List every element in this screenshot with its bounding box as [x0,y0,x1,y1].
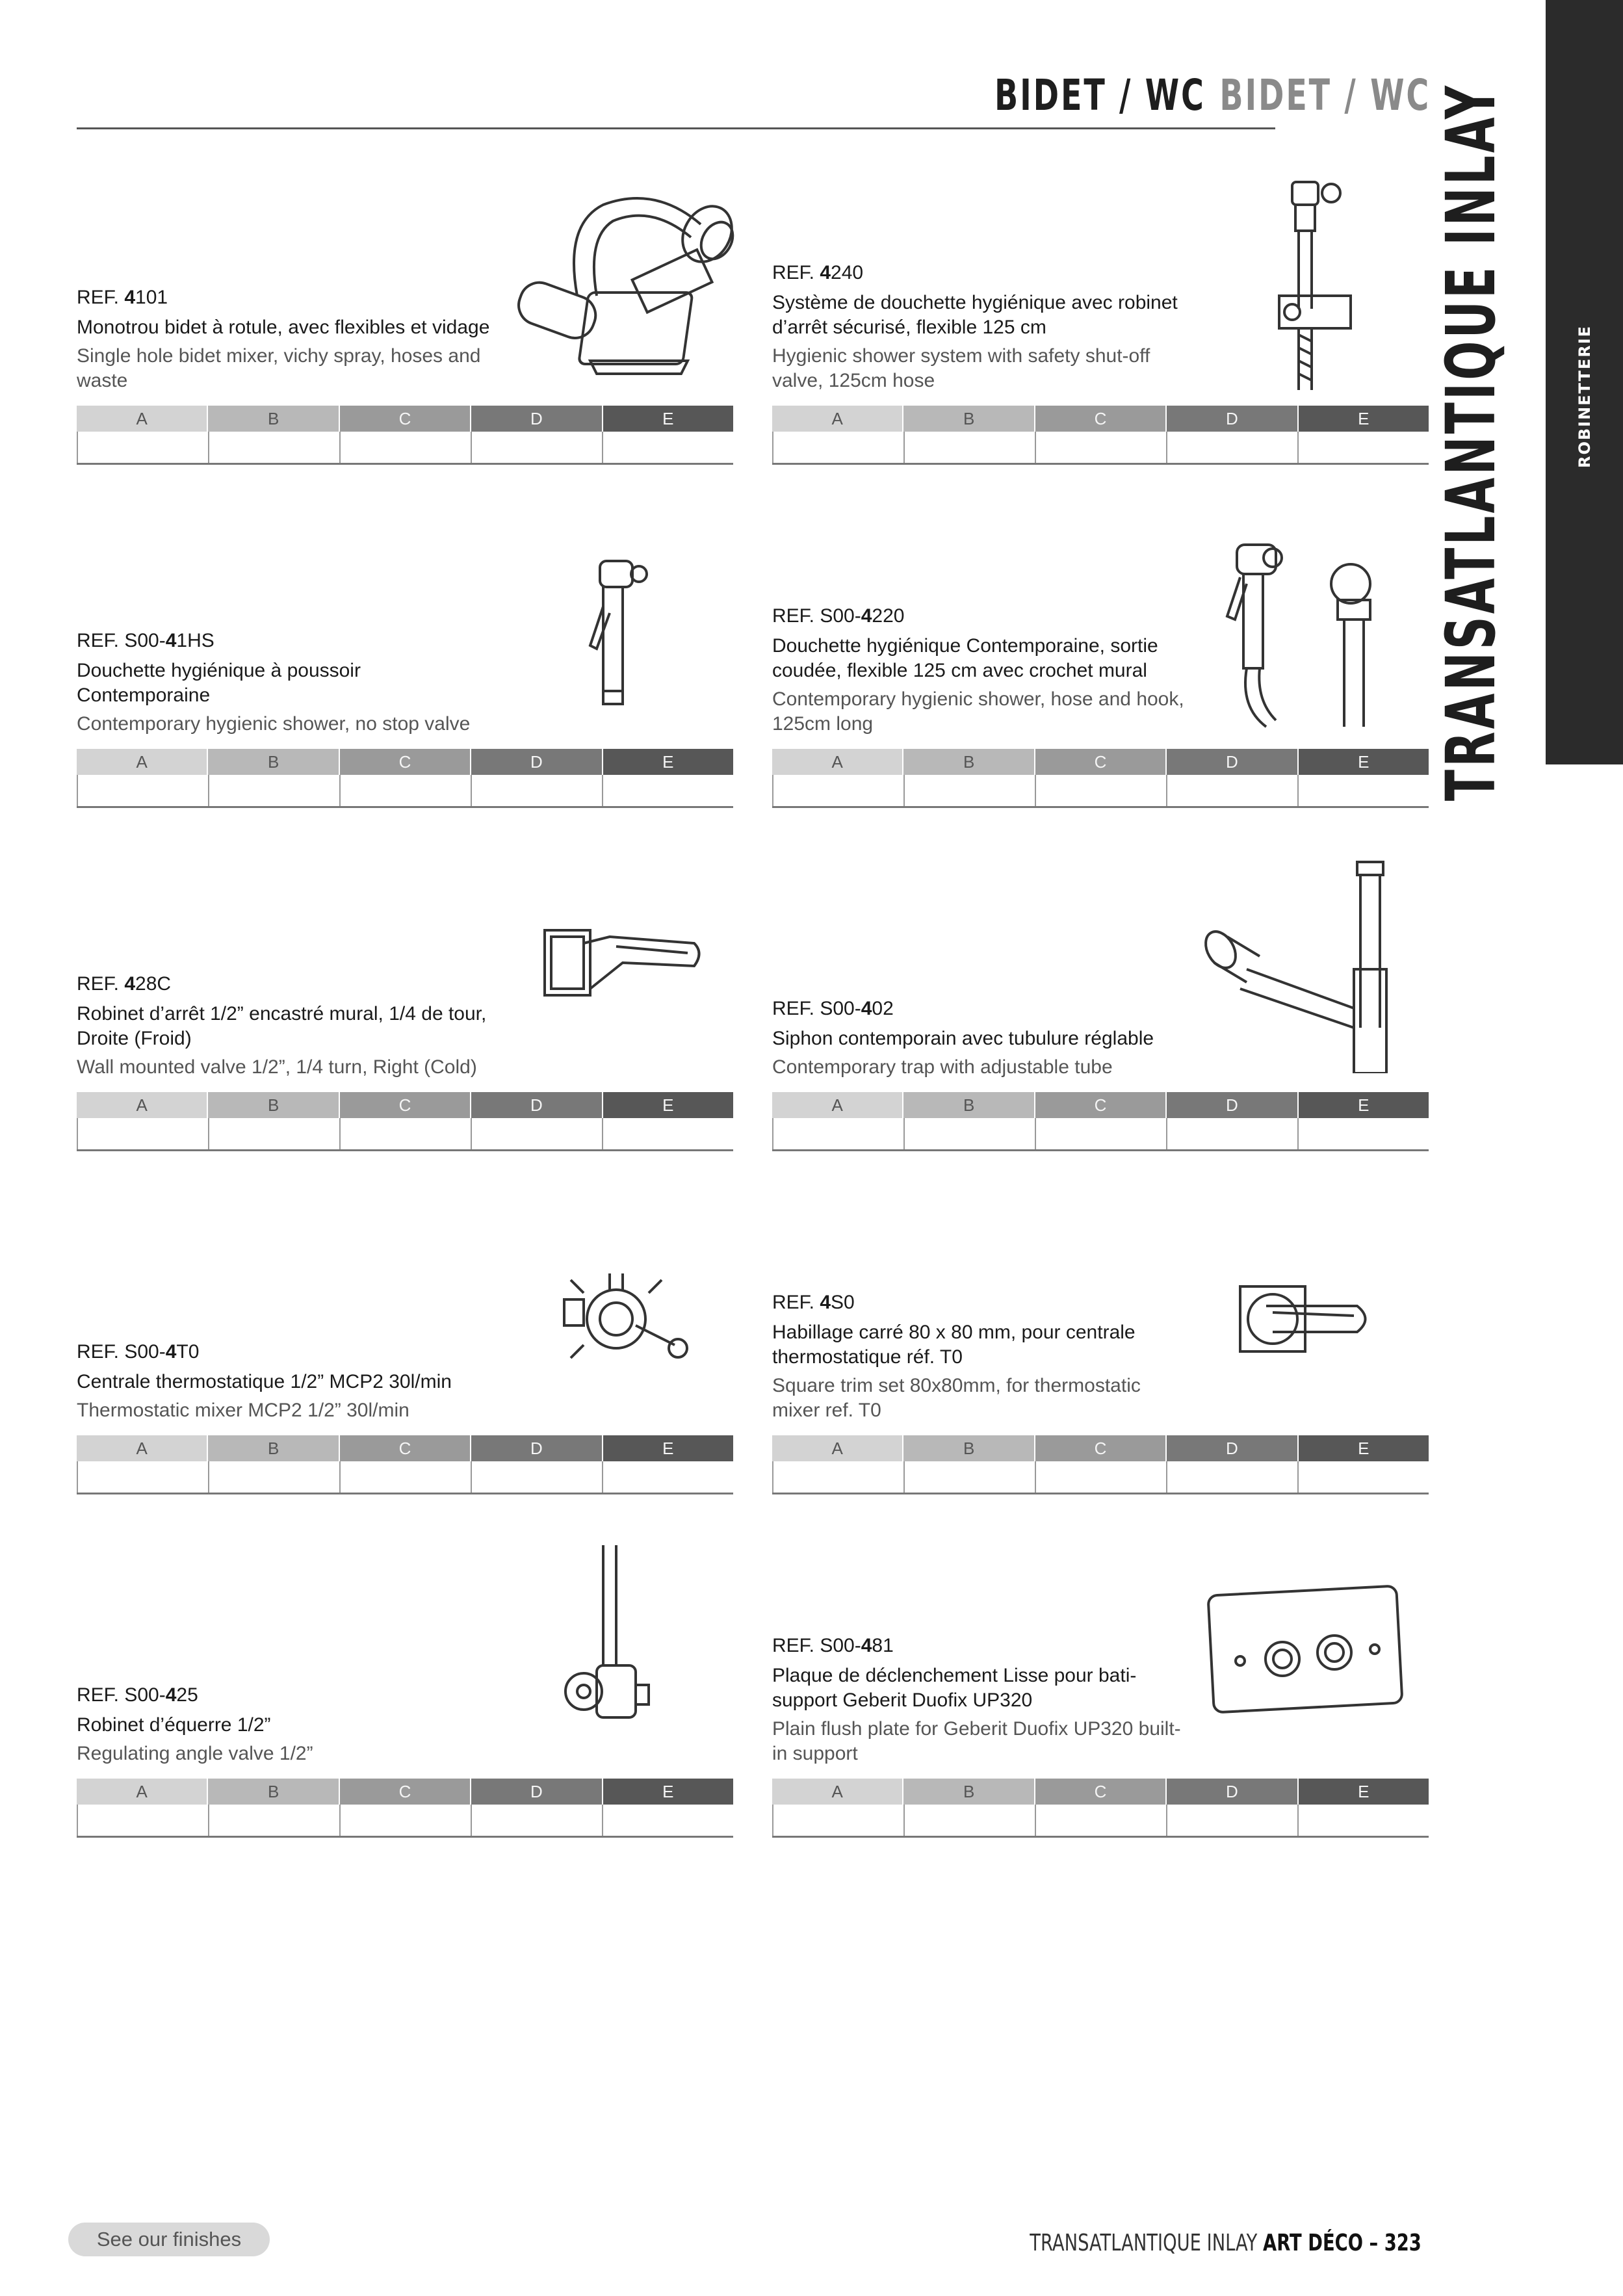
finish-cell[interactable] [472,1118,603,1149]
section-tab-label: ROBINETTERIE [1576,324,1594,469]
finish-cell[interactable] [472,775,603,806]
finish-table [772,1092,1429,1151]
finish-col-b[interactable]: B [903,1092,1035,1118]
finish-col-b[interactable]: B [208,749,339,775]
finish-cell[interactable] [1299,1118,1429,1149]
product-description-en: Single hole bidet mixer, vichy spray, hoses and waste [77,345,481,391]
product-ref: REF. S00-425 [77,1684,198,1706]
finish-table [772,749,1429,808]
product-description-fr: Robinet d’arrêt 1/2” encastré mural, 1/4 de tour, Droite (Froid) [77,1003,487,1049]
finish-cell[interactable] [603,432,733,463]
finish-table [77,749,733,808]
finish-col-e[interactable]: E [1299,749,1429,775]
finish-cell[interactable] [209,775,341,806]
finish-cell[interactable] [603,1461,733,1493]
square-trim-set-icon [1234,1280,1377,1364]
product-card [772,826,1429,1151]
finish-cell[interactable] [209,1118,341,1149]
finish-cell[interactable] [1299,1805,1429,1836]
finish-table [77,1779,733,1838]
finish-cell[interactable] [1036,775,1167,806]
finish-cell[interactable] [1299,1461,1429,1493]
finish-cell[interactable] [209,432,341,463]
finish-table [772,406,1429,465]
product-ref: REF. S00-4T0 [77,1341,200,1363]
finish-table [77,1092,733,1151]
finish-cell[interactable] [1167,1118,1299,1149]
finish-cell[interactable] [77,1805,209,1836]
product-description-en: Contemporary hygienic shower, hose and hook, 125cm long [772,688,1184,735]
collection-vertical-title: TRANSATLANTIQUE INLAY [1431,83,1511,802]
finish-cell[interactable] [1036,1805,1167,1836]
finish-col-c[interactable]: C [1035,1779,1167,1805]
wall-valve-icon [538,917,707,1008]
finish-col-c[interactable]: C [1035,1435,1167,1461]
finish-col-d[interactable]: D [1167,1435,1298,1461]
finish-col-e[interactable]: E [603,1779,733,1805]
product-description-fr: Système de douchette hygiénique avec robinet d’arrêt sécurisé, flexible 125 cm [772,292,1178,338]
finish-cell[interactable] [1036,1461,1167,1493]
finish-col-d[interactable]: D [471,1435,603,1461]
see-finishes-button[interactable]: See our finishes [68,2223,270,2256]
finish-cell[interactable] [772,1805,905,1836]
product-card [77,140,733,465]
finish-cell[interactable] [341,1118,472,1149]
finish-col-d[interactable]: D [471,749,603,775]
finish-table [772,1779,1429,1838]
product-ref: REF. 428C [77,973,172,995]
finish-col-b[interactable]: B [208,1779,339,1805]
finish-col-e[interactable]: E [1299,1435,1429,1461]
finish-cell[interactable] [209,1805,341,1836]
product-ref: REF. S00-402 [772,998,894,1019]
product-description-en: Contemporary trap with adjustable tube [772,1056,1113,1078]
finish-cell[interactable] [1167,1461,1299,1493]
finish-table [77,1435,733,1494]
finish-col-a[interactable]: A [77,1435,208,1461]
finish-col-b[interactable]: B [903,1779,1035,1805]
finish-col-c[interactable]: C [340,1435,471,1461]
finish-cell[interactable] [341,1805,472,1836]
product-description-en: Square trim set 80x80mm, for thermostatic mixer ref. T0 [772,1375,1141,1421]
finish-cell[interactable] [1167,432,1299,463]
finish-cell[interactable] [1036,1118,1167,1149]
finish-col-a[interactable]: A [772,1092,903,1118]
finish-col-a[interactable]: A [77,749,208,775]
finish-cell[interactable] [905,432,1036,463]
finish-col-b[interactable]: B [903,1435,1035,1461]
finish-col-d[interactable]: D [471,1779,603,1805]
product-description-fr: Monotrou bidet à rotule, avec flexibles et vidage [77,317,490,338]
finish-col-d[interactable]: D [1167,1092,1298,1118]
product-description-en: Wall mounted valve 1/2”, 1/4 turn, Right (Cold) [77,1056,477,1078]
product-description-en: Regulating angle valve 1/2” [77,1743,313,1764]
page-footer [1030,2230,1422,2256]
finish-col-a[interactable]: A [772,749,903,775]
finish-col-a[interactable]: A [772,406,903,432]
finish-col-e[interactable]: E [1299,1092,1429,1118]
finish-col-e[interactable]: E [603,749,733,775]
header-title: BIDET / WC [994,70,1206,120]
hygienic-shower-system-icon [1253,179,1383,393]
finish-cell[interactable] [77,775,209,806]
finish-cell[interactable] [905,1118,1036,1149]
finish-cell[interactable] [341,775,472,806]
product-description-fr: Habillage carré 80 x 80 mm, pour centrale thermostatique réf. T0 [772,1322,1136,1368]
finish-col-b[interactable]: B [903,749,1035,775]
product-card [77,1169,733,1494]
finish-col-e[interactable]: E [603,406,733,432]
product-card [772,483,1429,808]
finish-col-b[interactable]: B [208,1092,339,1118]
finish-col-d[interactable]: D [471,1092,603,1118]
finish-col-a[interactable]: A [772,1435,903,1461]
finish-table [77,406,733,465]
finish-col-a[interactable]: A [77,1779,208,1805]
header-divider [77,127,1275,129]
finish-cell[interactable] [905,775,1036,806]
product-card [772,1169,1429,1494]
finish-cell[interactable] [905,1461,1036,1493]
footer-collection: TRANSATLANTIQUE INLAY [1030,2230,1264,2256]
product-description-en: Hygienic shower system with safety shut-off valve, 125cm hose [772,345,1150,391]
finish-cell[interactable] [603,1805,733,1836]
finish-col-a[interactable]: A [77,1092,208,1118]
finish-col-c[interactable]: C [340,1779,471,1805]
finish-col-e[interactable]: E [603,1092,733,1118]
finish-cell[interactable] [1299,432,1429,463]
finish-col-e[interactable]: E [1299,1779,1429,1805]
finish-cell[interactable] [472,1805,603,1836]
product-card [772,140,1429,465]
finish-table [772,1435,1429,1494]
product-description-fr: Centrale thermostatique 1/2” MCP2 30l/min [77,1371,452,1392]
finish-cell[interactable] [772,1118,905,1149]
finish-col-b[interactable]: B [208,406,339,432]
finish-cell[interactable] [772,1461,905,1493]
hygienic-shower-hook-icon [1208,538,1396,733]
product-description-en: Plain flush plate for Geberit Duofix UP320 built-in support [772,1718,1181,1764]
finish-cell[interactable] [341,432,472,463]
product-ref: REF. S00-4220 [772,605,905,627]
finish-col-c[interactable]: C [340,406,471,432]
finish-cell[interactable] [1167,775,1299,806]
product-description-fr: Robinet d’équerre 1/2” [77,1714,271,1736]
finish-col-d[interactable]: D [471,406,603,432]
finish-cell[interactable] [603,1118,733,1149]
angle-valve-icon [558,1542,662,1737]
product-ref: REF. 4101 [77,287,168,308]
finish-col-a[interactable]: A [77,406,208,432]
finish-col-c[interactable]: C [1035,1092,1167,1118]
finish-col-c[interactable]: C [1035,749,1167,775]
finish-col-b[interactable]: B [903,406,1035,432]
siphon-trap-icon [1195,859,1403,1073]
finish-cell[interactable] [472,432,603,463]
finish-cell[interactable] [77,432,209,463]
finish-col-d[interactable]: D [1167,1779,1298,1805]
finish-cell[interactable] [772,432,905,463]
finish-cell[interactable] [603,775,733,806]
product-description-fr: Siphon contemporain avec tubulure réglable [772,1028,1154,1049]
product-ref: REF. S00-41HS [77,630,214,651]
product-description-en: Contemporary hygienic shower, no stop valve [77,713,471,735]
finish-cell[interactable] [1167,1805,1299,1836]
product-card [772,1513,1429,1838]
product-ref: REF. 4240 [772,262,864,283]
finish-col-e[interactable]: E [603,1435,733,1461]
finish-col-e[interactable]: E [1299,406,1429,432]
finish-cell[interactable] [1299,775,1429,806]
product-card [77,826,733,1151]
thermostatic-mixer-icon [545,1267,701,1371]
product-ref: REF. S00-481 [772,1635,894,1656]
bidet-mixer-icon [506,166,811,380]
finish-cell[interactable] [341,1461,472,1493]
page-header [994,70,1431,120]
product-ref: REF. 4S0 [772,1292,855,1313]
product-description-fr: Douchette hygiénique à poussoir Contemporaine [77,660,361,706]
finish-col-a[interactable]: A [772,1779,903,1805]
finish-col-c[interactable]: C [340,1092,471,1118]
finish-cell[interactable] [772,775,905,806]
product-description-fr: Douchette hygiénique Contemporaine, sortie coudée, flexible 125 cm avec crochet mural [772,635,1158,681]
finish-cell[interactable] [472,1461,603,1493]
product-card [77,483,733,808]
hygienic-shower-head-icon [577,554,655,711]
product-card [77,1513,733,1838]
footer-page-label: ART DÉCO – 323 [1263,2230,1422,2256]
finish-col-d[interactable]: D [1167,749,1298,775]
flush-plate-icon [1204,1584,1406,1714]
product-description-fr: Plaque de déclenchement Lisse pour bati-support Geberit Duofix UP320 [772,1665,1137,1711]
header-title-translation: BIDET / WC [1219,70,1431,120]
finish-cell[interactable] [77,1118,209,1149]
finish-cell[interactable] [77,1461,209,1493]
finish-col-c[interactable]: C [340,749,471,775]
finish-col-c[interactable]: C [1035,406,1167,432]
finish-col-b[interactable]: B [208,1435,339,1461]
product-description-en: Thermostatic mixer MCP2 1/2” 30l/min [77,1400,409,1421]
finish-cell[interactable] [905,1805,1036,1836]
finish-cell[interactable] [209,1461,341,1493]
finish-cell[interactable] [1036,432,1167,463]
finish-col-d[interactable]: D [1167,406,1298,432]
section-tab[interactable] [1546,0,1623,764]
